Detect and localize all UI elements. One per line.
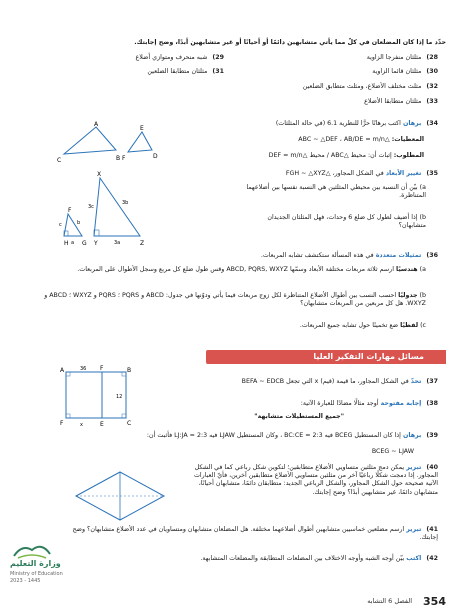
section-title: مسائل مهارات التفكير العليا xyxy=(313,352,424,361)
q36-part-b: b) جدوليًا احسب النسب بين أطوال الأضلاع المتناظرة لكل زوج مربعات فيما يأتي ودوّنها في جدول: ABCD و PQRS ؛ PQRS و WXYZ ؛ ABCD و WXYZ. هل كل مربعين من المربعات متشابهان؟ xyxy=(44,292,426,308)
rectangle-figure xyxy=(56,364,136,428)
ministry-title: وزارة التعليم xyxy=(10,559,61,568)
question-36: 36)تمثيلات متعددة في هذه المسألة ستكتشف تشابه المربعات. xyxy=(260,252,438,259)
question-30: 30)مثلثان قائما الزاوية xyxy=(372,68,438,75)
label-3c: 3c xyxy=(88,204,94,210)
fgh-xyz-triangles-figure xyxy=(56,168,166,248)
label-3a: 3a xyxy=(114,240,121,246)
label-H: H xyxy=(64,240,69,247)
q36-part-a: a) هندسيًا ارسم ثلاثة مربعات مختلفة الأبعاد وسمّها ABCD, PQRS, WXYZ وقس طول ضلع كل مربع وسجل الأطوال على المربعات. xyxy=(77,266,426,273)
label-12: 12 xyxy=(116,394,123,400)
intro-text: حدّد ما إذا كان المضلعان في كلّ مما يأتي متشابهين دائمًا أو أحيانًا أو غير متشابهين أبدًا، وضح إجابتك. xyxy=(134,39,446,46)
label-36: 36 xyxy=(80,366,87,372)
similar-triangles-figure xyxy=(56,120,166,165)
label-F: F xyxy=(122,155,126,162)
label-C: C xyxy=(127,420,132,427)
label-B: B xyxy=(116,155,121,162)
rhombus-figure xyxy=(70,466,170,526)
q34-prove: المطلوب: إثبات أن: محيط △ABC / محيط △DEF = m/n xyxy=(268,152,424,159)
label-X: X xyxy=(97,171,102,178)
label-F: F xyxy=(60,420,64,427)
q38-quote: "جميع المستطيلات متشابهة" xyxy=(254,413,344,420)
ministry-logo-icon xyxy=(12,540,52,560)
label-E: E xyxy=(100,421,104,428)
label-c: c xyxy=(59,222,62,228)
section-header xyxy=(206,350,446,364)
q36-part-c: c) لفظيًا ضع تخمينًا حول تشابه جميع المربعات. xyxy=(299,322,426,329)
ministry-year: 2023 - 1445 xyxy=(10,578,41,584)
label-E: E xyxy=(140,125,144,132)
label-Z: Z xyxy=(140,240,145,247)
question-35: 35)تغيير الأبعاد في الشكل المجاور، △FGH ∼ △XYZ xyxy=(285,170,438,177)
q34-given: المعطيات: △ABC ∼ △DEF ، AB/DE = m/n xyxy=(298,136,424,143)
page-footer xyxy=(0,593,474,611)
ministry-subtitle: Ministry of Education xyxy=(10,571,63,577)
label-3b: 3b xyxy=(122,200,129,206)
question-31: 31)مثلثان متطابقا الضلعين xyxy=(147,68,224,75)
label-A: A xyxy=(60,367,65,374)
question-32: 32)مثلث مختلف الأضلاع، ومثلث متطابق الضلعين xyxy=(302,83,438,90)
label-A: A xyxy=(94,121,99,128)
label-G: G xyxy=(82,240,87,247)
question-40: 40)تبرير يمكن دمج مثلثين متساويي الأضلاع متطابقين؛ لتكوين شكل رباعي كما في الشكل المجاور. إذا دمجت شكلًا رباعيًا آخر من مثلثين متساويي الأضلاع متطابقين آخرين، فأيّ العبارات الآتية صحيحة حول الشكل المجاور، والشكل الرباعي الجديد: متطابقان دائمًا، متشابهان أحيانًا، متشابهان دائمًا، غير متشابهين أبدًا؟ وضح إجابتك. xyxy=(194,464,438,496)
label-b: b xyxy=(77,220,81,226)
question-34: 34)برهان اكتب برهانًا حرًّا للنظرية 6.1 (في حالة المثلثات) xyxy=(275,120,438,127)
question-33: 33)مثلثان متطابقا الأضلاع xyxy=(364,98,438,105)
q35-part-b: b) إذا أضيف لطول كل ضلع 6 وحدات، فهل المثلثان الجديدان متشابهان؟ xyxy=(267,214,426,230)
chapter-label: الفصل 6 التشابه xyxy=(367,597,412,605)
label-F-top: F xyxy=(100,365,104,372)
question-28: 28)مثلثان منفرجا الزاوية xyxy=(366,54,438,61)
q35-part-a: a) بيّن أن النسبة بين محيطي المثلثين هي النسبة نفسها بين أضلاعهما المتناظرة. xyxy=(246,184,426,200)
question-41: 41)تبرير ارسم مضلعين خماسيين متشابهين أطوال أضلاعهما مختلفة. هل المضلعان متشابهان ومتساويان في عدد الأضلاع متشابهان؟ وضح إجابتك. xyxy=(72,526,438,542)
question-42: 42)اكتب بيّن أوجه الشبه وأوجه الاختلاف بين المضلعات المتطابقة والمضلعات المتشابهة. xyxy=(200,555,438,562)
question-37: 37)تحدّ في الشكل المجاور، ما قيمة (قيم) x التي تجعل BEFA ∼ EDCB xyxy=(241,378,438,385)
question-29: 29)شبه منحرف ومتوازي أضلاع xyxy=(135,54,224,61)
label-F: F xyxy=(68,207,72,214)
page-number: 354 xyxy=(423,595,446,608)
label-Y: Y xyxy=(94,240,98,247)
label-C: C xyxy=(57,157,62,164)
q39-prove: BCEG ∼ LJAW xyxy=(371,448,414,455)
question-39: 39)برهان إذا كان المستطيل BCEG فيه BC:CE = 2:3 ، وكان المستطيل LJAW فيه LJ:JA = 2:3 فأثبت أن: xyxy=(146,432,438,439)
label-a: a xyxy=(71,240,75,246)
question-38: 38)إجابة مفتوحة أوجد مثالًا مضادًا للعبارة الآتية: xyxy=(300,400,438,407)
label-D: D xyxy=(153,153,158,160)
label-x: x xyxy=(80,422,83,428)
label-B: B xyxy=(127,367,132,374)
